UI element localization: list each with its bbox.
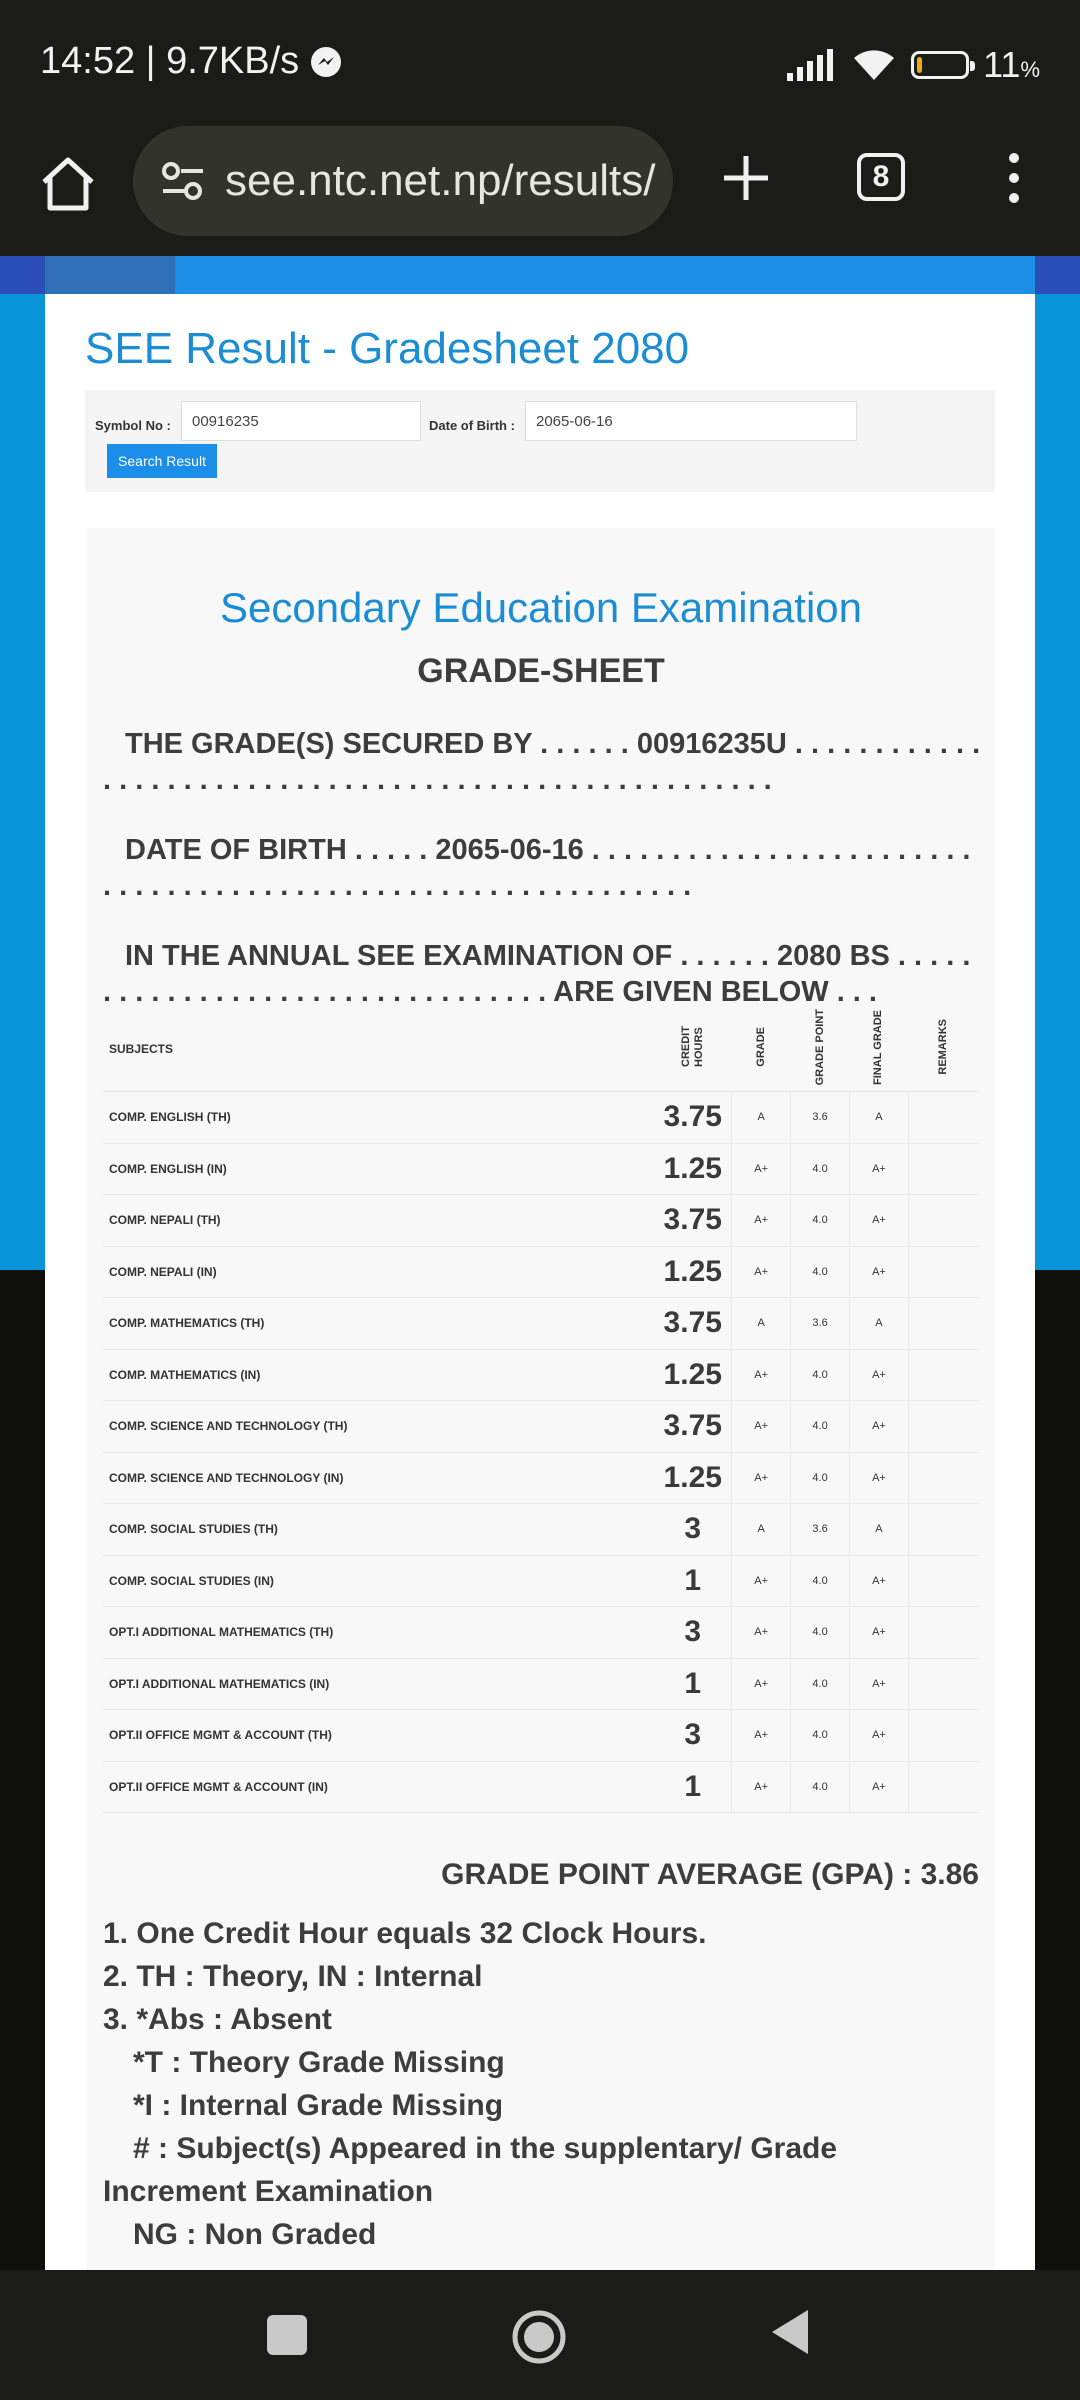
credit-hours-cell: 1 xyxy=(654,1658,732,1710)
notes xyxy=(103,1912,983,2256)
final-grade-cell: A+ xyxy=(850,1710,909,1762)
subject-cell: COMP. SOCIAL STUDIES (TH) xyxy=(103,1504,654,1556)
header-final-grade: FINAL GRADE xyxy=(850,1006,909,1092)
url-bar[interactable] xyxy=(133,126,673,236)
table-row xyxy=(103,1555,979,1607)
recents-icon[interactable] xyxy=(267,2315,307,2355)
messenger-icon xyxy=(309,45,343,79)
grade-cell: A xyxy=(732,1298,791,1350)
dob-label: Date of Birth : xyxy=(429,418,515,433)
home-icon[interactable] xyxy=(36,152,100,216)
tab-count: 8 xyxy=(872,160,890,193)
symbol-input[interactable] xyxy=(181,401,421,441)
credit-hours-cell: 1 xyxy=(654,1761,732,1813)
remarks-cell xyxy=(908,1658,979,1710)
grade-point-cell: 4.0 xyxy=(791,1143,850,1195)
credit-hours-cell: 3.75 xyxy=(654,1401,732,1453)
grade-point-cell: 4.0 xyxy=(791,1401,850,1453)
remarks-cell xyxy=(908,1555,979,1607)
remarks-cell xyxy=(908,1401,979,1453)
tabs-icon[interactable] xyxy=(857,153,905,201)
table-row xyxy=(103,1452,979,1504)
note-item: 3. *Abs : Absent xyxy=(103,2003,332,2036)
credit-hours-cell: 1.25 xyxy=(654,1143,732,1195)
grade-point-cell: 4.0 xyxy=(791,1246,850,1298)
search-form xyxy=(85,390,995,492)
grade-cell: A+ xyxy=(732,1555,791,1607)
grade-cell: A+ xyxy=(732,1401,791,1453)
table-row xyxy=(103,1761,979,1813)
back-icon[interactable] xyxy=(766,2306,812,2358)
remarks-cell xyxy=(908,1143,979,1195)
grade-table xyxy=(103,1006,979,1813)
system-nav-bar xyxy=(0,2270,1080,2400)
credit-hours-cell: 1.25 xyxy=(654,1452,732,1504)
subject-cell: OPT.I ADDITIONAL MATHEMATICS (TH) xyxy=(103,1607,654,1659)
credit-hours-cell: 3.75 xyxy=(654,1298,732,1350)
grade-cell: A+ xyxy=(732,1761,791,1813)
grade-cell: A+ xyxy=(732,1607,791,1659)
table-header-row xyxy=(103,1006,979,1092)
dob-input[interactable] xyxy=(525,401,857,441)
credit-hours-cell: 3 xyxy=(654,1504,732,1556)
grade-point-cell: 3.6 xyxy=(791,1298,850,1350)
table-row xyxy=(103,1607,979,1659)
final-grade-cell: A+ xyxy=(850,1246,909,1298)
credit-hours-cell: 1.25 xyxy=(654,1349,732,1401)
grade-point-cell: 4.0 xyxy=(791,1349,850,1401)
grade-sheet xyxy=(87,528,995,2270)
table-row xyxy=(103,1401,979,1453)
grade-point-cell: 4.0 xyxy=(791,1452,850,1504)
secured-by-line: THE GRADE(S) SECURED BY . . . . . . 00916235U . . . . . . . . . . . . . . . . . . . . . . . . . . . . . . . . . . . . . . . . . . . . . . . . . . . . . . xyxy=(103,728,981,796)
table-row xyxy=(103,1092,979,1144)
header-strip-right xyxy=(1035,256,1080,294)
sheet-subtitle: GRADE-SHEET xyxy=(417,652,665,690)
result-card xyxy=(45,294,1035,2270)
credit-hours-cell: 3.75 xyxy=(654,1195,732,1247)
grade-cell: A+ xyxy=(732,1195,791,1247)
grade-cell: A xyxy=(732,1504,791,1556)
final-grade-cell: A+ xyxy=(850,1658,909,1710)
header-grade: GRADE xyxy=(732,1006,791,1092)
subject-cell: COMP. SCIENCE AND TECHNOLOGY (TH) xyxy=(103,1401,654,1453)
table-row xyxy=(103,1246,979,1298)
grade-point-cell: 3.6 xyxy=(791,1504,850,1556)
note-item: *I : Internal Grade Missing xyxy=(133,2089,504,2122)
remarks-cell xyxy=(908,1349,979,1401)
grade-cell: A+ xyxy=(732,1658,791,1710)
final-grade-cell: A+ xyxy=(850,1607,909,1659)
exam-line: IN THE ANNUAL SEE EXAMINATION OF . . . . . . 2080 BS . . . . . . . . . . . . . . . . . . . . . . . . . . . . . . . . . ARE GIVEN BELOW . . . xyxy=(103,940,971,1008)
url-text[interactable]: see.ntc.net.np/results/ xyxy=(225,156,656,205)
final-grade-cell: A xyxy=(850,1298,909,1350)
battery-percent: 11% xyxy=(983,44,1040,85)
note-item: # : Subject(s) Appeared in the supplentary/ Grade Increment Examination xyxy=(103,2132,838,2208)
table-row xyxy=(103,1195,979,1247)
battery-icon xyxy=(911,51,969,79)
header-strip-tab[interactable] xyxy=(45,256,175,294)
table-row xyxy=(103,1349,979,1401)
subject-cell: COMP. NEPALI (TH) xyxy=(103,1195,654,1247)
grade-point-cell: 4.0 xyxy=(791,1658,850,1710)
battery-fill xyxy=(917,57,922,73)
home-circle-icon[interactable] xyxy=(510,2308,568,2366)
subject-cell: OPT.II OFFICE MGMT & ACCOUNT (IN) xyxy=(103,1761,654,1813)
grade-point-cell: 3.6 xyxy=(791,1092,850,1144)
final-grade-cell: A+ xyxy=(850,1143,909,1195)
grade-cell: A+ xyxy=(732,1246,791,1298)
header-remarks: REMARKS xyxy=(908,1006,979,1092)
remarks-cell xyxy=(908,1710,979,1762)
credit-hours-cell: 1.25 xyxy=(654,1246,732,1298)
more-vert-icon[interactable] xyxy=(1000,148,1028,208)
exam-title: Secondary Education Examination xyxy=(219,584,863,631)
grade-point-cell: 4.0 xyxy=(791,1607,850,1659)
site-header-strip xyxy=(0,256,1080,294)
remarks-cell xyxy=(908,1607,979,1659)
dob-line: DATE OF BIRTH . . . . . 2065-06-16 . . . . . . . . . . . . . . . . . . . . . . . . . . . . . . . . . . . . . . . . . . . . . . . . . . . . . . . . . . . . . xyxy=(103,834,971,902)
grade-cell: A+ xyxy=(732,1710,791,1762)
plus-icon[interactable] xyxy=(716,148,776,208)
final-grade-cell: A+ xyxy=(850,1401,909,1453)
symbol-label: Symbol No : xyxy=(95,418,171,433)
grade-point-cell: 4.0 xyxy=(791,1761,850,1813)
final-grade-cell: A+ xyxy=(850,1555,909,1607)
status-right xyxy=(785,44,1040,86)
grade-point-cell: 4.0 xyxy=(791,1555,850,1607)
signal-icon xyxy=(785,49,837,81)
remarks-cell xyxy=(908,1761,979,1813)
table-row xyxy=(103,1143,979,1195)
remarks-cell xyxy=(908,1195,979,1247)
tune-icon[interactable] xyxy=(159,157,207,205)
grade-cell: A+ xyxy=(732,1143,791,1195)
credit-hours-cell: 3.75 xyxy=(654,1092,732,1144)
subject-cell: OPT.I ADDITIONAL MATHEMATICS (IN) xyxy=(103,1658,654,1710)
header-grade-point: GRADE POINT xyxy=(791,1006,850,1092)
credit-hours-cell: 3 xyxy=(654,1607,732,1659)
table-row xyxy=(103,1504,979,1556)
header-subjects: SUBJECTS xyxy=(103,1006,654,1092)
note-item: *T : Theory Grade Missing xyxy=(133,2046,505,2079)
subject-cell: COMP. SOCIAL STUDIES (IN) xyxy=(103,1555,654,1607)
gpa-line: GRADE POINT AVERAGE (GPA) : 3.86 xyxy=(441,1858,979,1891)
status-bar xyxy=(0,0,1080,126)
table-row xyxy=(103,1710,979,1762)
remarks-cell xyxy=(908,1092,979,1144)
final-grade-cell: A+ xyxy=(850,1195,909,1247)
remarks-cell xyxy=(908,1504,979,1556)
grade-point-cell: 4.0 xyxy=(791,1195,850,1247)
note-item: NG : Non Graded xyxy=(133,2218,377,2251)
remarks-cell xyxy=(908,1298,979,1350)
final-grade-cell: A+ xyxy=(850,1349,909,1401)
remarks-cell xyxy=(908,1452,979,1504)
status-left xyxy=(40,40,343,83)
subject-cell: COMP. MATHEMATICS (IN) xyxy=(103,1349,654,1401)
search-result-button[interactable]: Search Result xyxy=(107,444,217,478)
final-grade-cell: A xyxy=(850,1092,909,1144)
page-title: SEE Result - Gradesheet 2080 xyxy=(85,324,690,373)
grade-point-cell: 4.0 xyxy=(791,1710,850,1762)
credit-hours-cell: 3 xyxy=(654,1710,732,1762)
table-row xyxy=(103,1298,979,1350)
status-time-speed: 14:52 | 9.7KB/s xyxy=(40,40,300,82)
final-grade-cell: A+ xyxy=(850,1761,909,1813)
note-item: 1. One Credit Hour equals 32 Clock Hours. xyxy=(103,1917,707,1950)
header-strip-left xyxy=(0,256,45,294)
subject-cell: OPT.II OFFICE MGMT & ACCOUNT (TH) xyxy=(103,1710,654,1762)
subject-cell: COMP. NEPALI (IN) xyxy=(103,1246,654,1298)
grade-cell: A xyxy=(732,1092,791,1144)
subject-cell: COMP. SCIENCE AND TECHNOLOGY (IN) xyxy=(103,1452,654,1504)
wifi-icon xyxy=(851,48,897,82)
remarks-cell xyxy=(908,1246,979,1298)
credit-hours-cell: 1 xyxy=(654,1555,732,1607)
grade-cell: A+ xyxy=(732,1452,791,1504)
grade-cell: A+ xyxy=(732,1349,791,1401)
subject-cell: COMP. MATHEMATICS (TH) xyxy=(103,1298,654,1350)
grade-rows xyxy=(103,1092,979,1813)
header-credit-hours: CREDIT HOURS xyxy=(654,1006,732,1092)
note-item: 2. TH : Theory, IN : Internal xyxy=(103,1960,483,1993)
browser-toolbar xyxy=(0,126,1080,256)
subject-cell: COMP. ENGLISH (IN) xyxy=(103,1143,654,1195)
final-grade-cell: A+ xyxy=(850,1452,909,1504)
subject-cell: COMP. ENGLISH (TH) xyxy=(103,1092,654,1144)
table-row xyxy=(103,1658,979,1710)
final-grade-cell: A xyxy=(850,1504,909,1556)
